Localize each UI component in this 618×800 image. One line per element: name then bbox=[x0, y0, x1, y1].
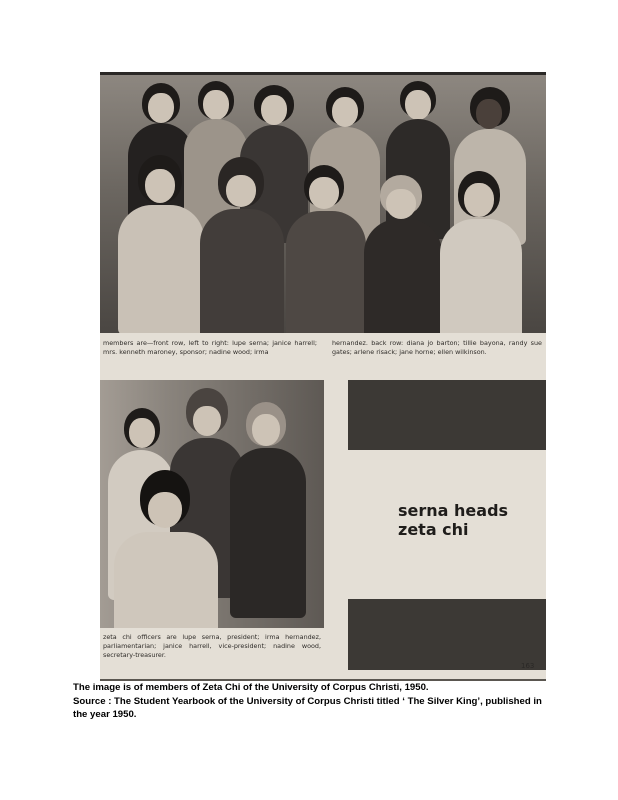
page-number: 163 bbox=[521, 662, 535, 670]
note-line: The image is of members of Zeta Chi of the University of Corpus Christi, 1950. bbox=[73, 682, 429, 693]
note-line: Source : The Student Yearbook of the University of Corpus Christi titled ‘ The Silver King’, published in bbox=[73, 695, 542, 707]
yearbook-page bbox=[100, 72, 546, 681]
officers-photo bbox=[100, 380, 324, 628]
decorative-band-top bbox=[348, 380, 546, 450]
group-photo-caption-right: hernandez. back row: diana jo barton; tillie bayona, randy sue gates; arlene risack; jane horne; ellen wilkinson. bbox=[332, 339, 542, 356]
headline-line: serna heads bbox=[398, 501, 509, 520]
note-line: the year 1950. bbox=[73, 709, 137, 721]
group-photo bbox=[100, 75, 546, 333]
source-note bbox=[73, 681, 553, 722]
group-photo-caption-left: members are—front row, left to right: lupe serna; janice harrell; mrs. kenneth maroney, sponsor; nadine wood; irma bbox=[103, 339, 317, 356]
officers-photo-caption: zeta chi officers are lupe serna, president; irma hernandez, parliamentarian; janice harrell, vice-president; nadine wood, secretary-treasurer. bbox=[103, 633, 321, 659]
decorative-band-bottom bbox=[348, 599, 546, 670]
headline-line: zeta chi bbox=[398, 520, 469, 539]
page-headline bbox=[398, 501, 508, 539]
